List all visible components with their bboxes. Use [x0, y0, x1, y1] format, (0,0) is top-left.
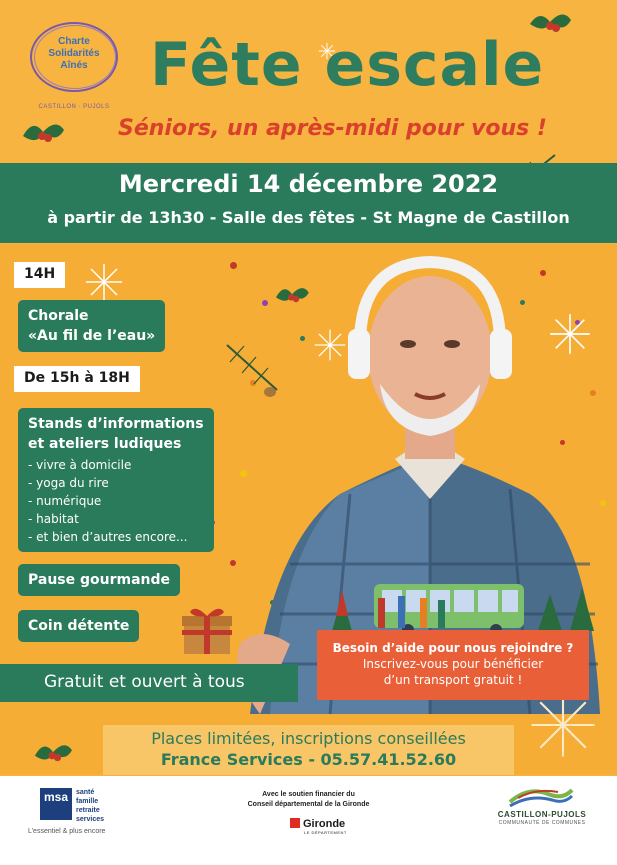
- coin-detente-box: Coin détente: [18, 610, 139, 642]
- msa-logo: msa santé famille retraite services L’essentiel & plus encore: [28, 789, 106, 835]
- msa-tagline: L’essentiel & plus encore: [28, 828, 106, 835]
- gironde-logo: Gironde LE DÉPARTEMENT: [290, 818, 347, 835]
- bus-illustration: [318, 576, 608, 636]
- pause-gourmande-box: Pause gourmande: [18, 564, 180, 596]
- castillon-waves-icon: [508, 784, 574, 808]
- transport-line1: Besoin d’aide pour nous rejoindre ?: [332, 641, 574, 655]
- snowflake-icon: [313, 328, 347, 362]
- contact-phone: France Services - 05.57.41.52.60: [160, 750, 457, 769]
- chorale-title: Chorale: [28, 308, 89, 324]
- transport-line3: d’un transport gratuit !: [383, 673, 523, 687]
- event-date: Mercredi 14 décembre 2022: [118, 170, 499, 198]
- page-title: Fête escale: [150, 30, 545, 100]
- list-item: - habitat: [28, 512, 79, 526]
- registration-box: [103, 725, 514, 775]
- stands-title-line1: Stands d’informations: [28, 416, 204, 432]
- page-subtitle: Séniors, un après-midi pour vous !: [118, 116, 547, 141]
- gironde-mark-icon: [290, 818, 300, 828]
- charte-solidarites-logo: Charte Solidarités Aînés CASTILLON · PUJOLS: [30, 22, 120, 98]
- list-item: - yoga du rire: [28, 476, 109, 490]
- holly-icon: [18, 112, 68, 154]
- holly-icon: [30, 734, 76, 772]
- time-slot-14h: 14H: [14, 262, 65, 288]
- funding-notice: Avec le soutien financier du Conseil départemental de la Gironde: [247, 791, 370, 808]
- registration-note: Places limitées, inscriptions conseillées: [151, 729, 466, 748]
- time-slot-15h-18h: De 15h à 18H: [14, 366, 140, 392]
- transport-info-box: [317, 630, 589, 700]
- free-entry-banner: Gratuit et ouvert à tous: [0, 664, 298, 702]
- stands-box: [18, 408, 214, 552]
- stands-title-line2: et ateliers ludiques: [28, 436, 182, 452]
- list-item: - et bien d’autres encore...: [28, 530, 188, 544]
- holly-icon: [272, 278, 312, 312]
- list-item: - vivre à domicile: [28, 458, 132, 472]
- snowflake-icon: [548, 312, 592, 356]
- msa-mark: msa: [40, 788, 72, 820]
- chorale-name: «Au fil de l’eau»: [28, 328, 156, 344]
- gift-icon: [180, 604, 234, 658]
- pine-branch-icon: [222, 340, 282, 400]
- event-location: à partir de 13h30 - Salle des fêtes - St Magne de Castillon: [47, 208, 570, 227]
- chorale-box: [18, 300, 165, 352]
- snowflake-icon: [84, 262, 124, 302]
- list-item: - numérique: [28, 494, 102, 508]
- transport-line2: Inscrivez-vous pour bénéficier: [362, 657, 544, 671]
- stands-list: [28, 456, 204, 546]
- castillon-pujols-logo: CASTILLON-PUJOLS COMMUNAUTÉ DE COMMUNES: [494, 780, 590, 830]
- snowflake-icon: [528, 690, 598, 760]
